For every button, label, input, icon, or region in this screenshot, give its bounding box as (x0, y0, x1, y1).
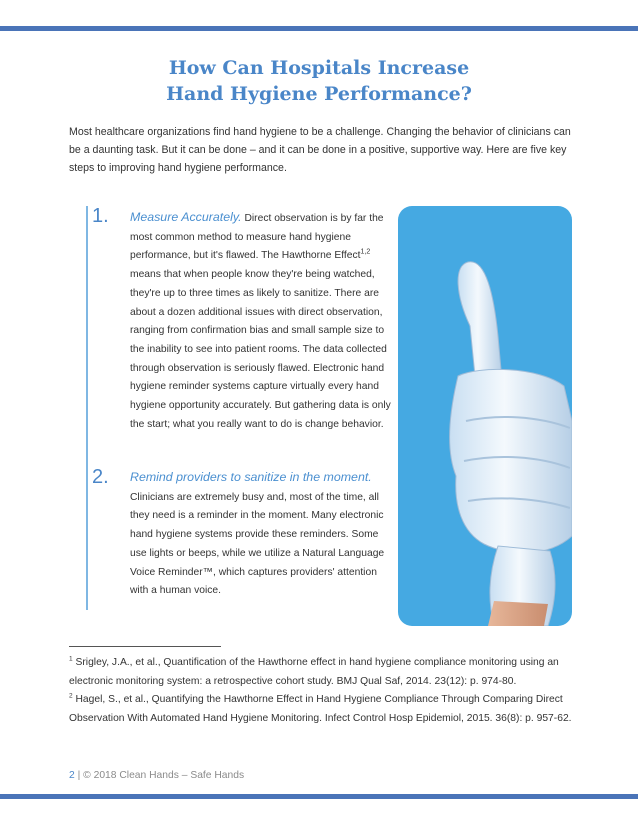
page-title-line-1: How Can Hospitals Increase (168, 57, 470, 79)
bottom-accent-bar (0, 794, 638, 799)
step-1: Measure Accurately. Direct observation is by far the most common method to measure hand hygiene performance, but it's flawed. The Hawthorne Effect$^{1,2}$ means that when people know they're being watched, they're up to three times as likely to sanitize. There are about a dozen additional issues with direct observation, ranging from confirmation bias and small sample size to the inability to see into patient rooms. The data collected through observation is seriously flawed. Electronic hand hygiene reminder systems capture virtually every hand hygiene opportunity accurately. But gathering data is only the start; what you really want to do is change behavior. (130, 210, 391, 430)
step-2: Remind providers to sanitize in the moment. Clinicians are extremely busy and, most of the time, all they need is a reminder in the moment. Many electronic hand hygiene systems provide these reminders. Some use lights or beeps, while we utilize a Natural Language Voice Reminder™, which captures providers' attention with a human voice. (130, 470, 385, 597)
step-1-body-a: Direct observation is by far the most common method to measure hand hygiene performance, but it's flawed. The Hawthorne Effect (130, 213, 384, 262)
footnote-2-mark: 2 (69, 692, 73, 700)
step-2-body: Clinicians are extremely busy and, most of the time, all they need is a reminder in the moment. Many electronic hand hygiene systems provide these reminders. Some use lights or beeps, while we utilize a Natural Language Voice Reminder™, which captures providers' attention with a human voice. (130, 491, 385, 597)
footnote-1-mark: 1 (69, 655, 73, 663)
page-title-line-2: Hand Hygiene Performance? (166, 83, 472, 105)
page-number: 2 (69, 770, 75, 781)
top-accent-bar (0, 26, 638, 31)
gloved-thumbs-up-photo (398, 206, 572, 626)
footer-copyright: © 2018 Clean Hands – Safe Hands (83, 770, 245, 781)
page-title (0, 55, 638, 107)
page-footer (69, 770, 244, 781)
footer-separator: | (74, 770, 84, 781)
step-1-footnote-ref: 1,2 (360, 248, 371, 256)
footnote-1-text: Srigley, J.A., et al., Quantification of the Hawthorne effect in hand hygiene compliance monitoring using an electronic monitoring system: a retrospective cohort study. BMJ Qual Saf, 2014. 23(12): p. 974-80. (69, 657, 559, 687)
footnote-2 (69, 691, 575, 728)
step-1-title: Measure Accurately (130, 210, 239, 224)
step-2-number: 2. (92, 466, 109, 488)
step-1-number: 1. (92, 205, 109, 227)
footnotes (69, 654, 575, 728)
step-2-title: Remind providers to sanitize in the moment (130, 470, 369, 484)
footnote-1 (69, 654, 575, 691)
step-1-body-b: means that when people know they're being watched, they're up to three times as likely to sanitize. There are about a dozen additional issues with direct observation, ranging from confirmation bias and small sample size to the inability to see into patient rooms. The data collected through observation is seriously flawed. Electronic hand hygiene reminder systems capture virtually every hand hygiene opportunity accurately. But gathering data is only the start; what you really want to do is change behavior. (130, 269, 391, 430)
footnote-rule (69, 646, 221, 647)
steps-side-rule (86, 206, 88, 610)
thumbs-up-glove-icon (398, 206, 572, 626)
intro-paragraph: Most healthcare organizations find hand hygiene to be a challenge. Changing the behavior of clinicians can be a daunting task. But it can be done – and it can be done in a positive, supportive way. Here are five key steps to improving hand hygiene performance. (69, 126, 571, 174)
footnote-2-text: Hagel, S., et al., Quantifying the Hawthorne Effect in Hand Hygiene Compliance Through Comparing Direct Observation With Automated Hand Hygiene Monitoring. Infect Control Hosp Epidemiol, 2015. 36(8): p. 957-62. (69, 694, 572, 724)
